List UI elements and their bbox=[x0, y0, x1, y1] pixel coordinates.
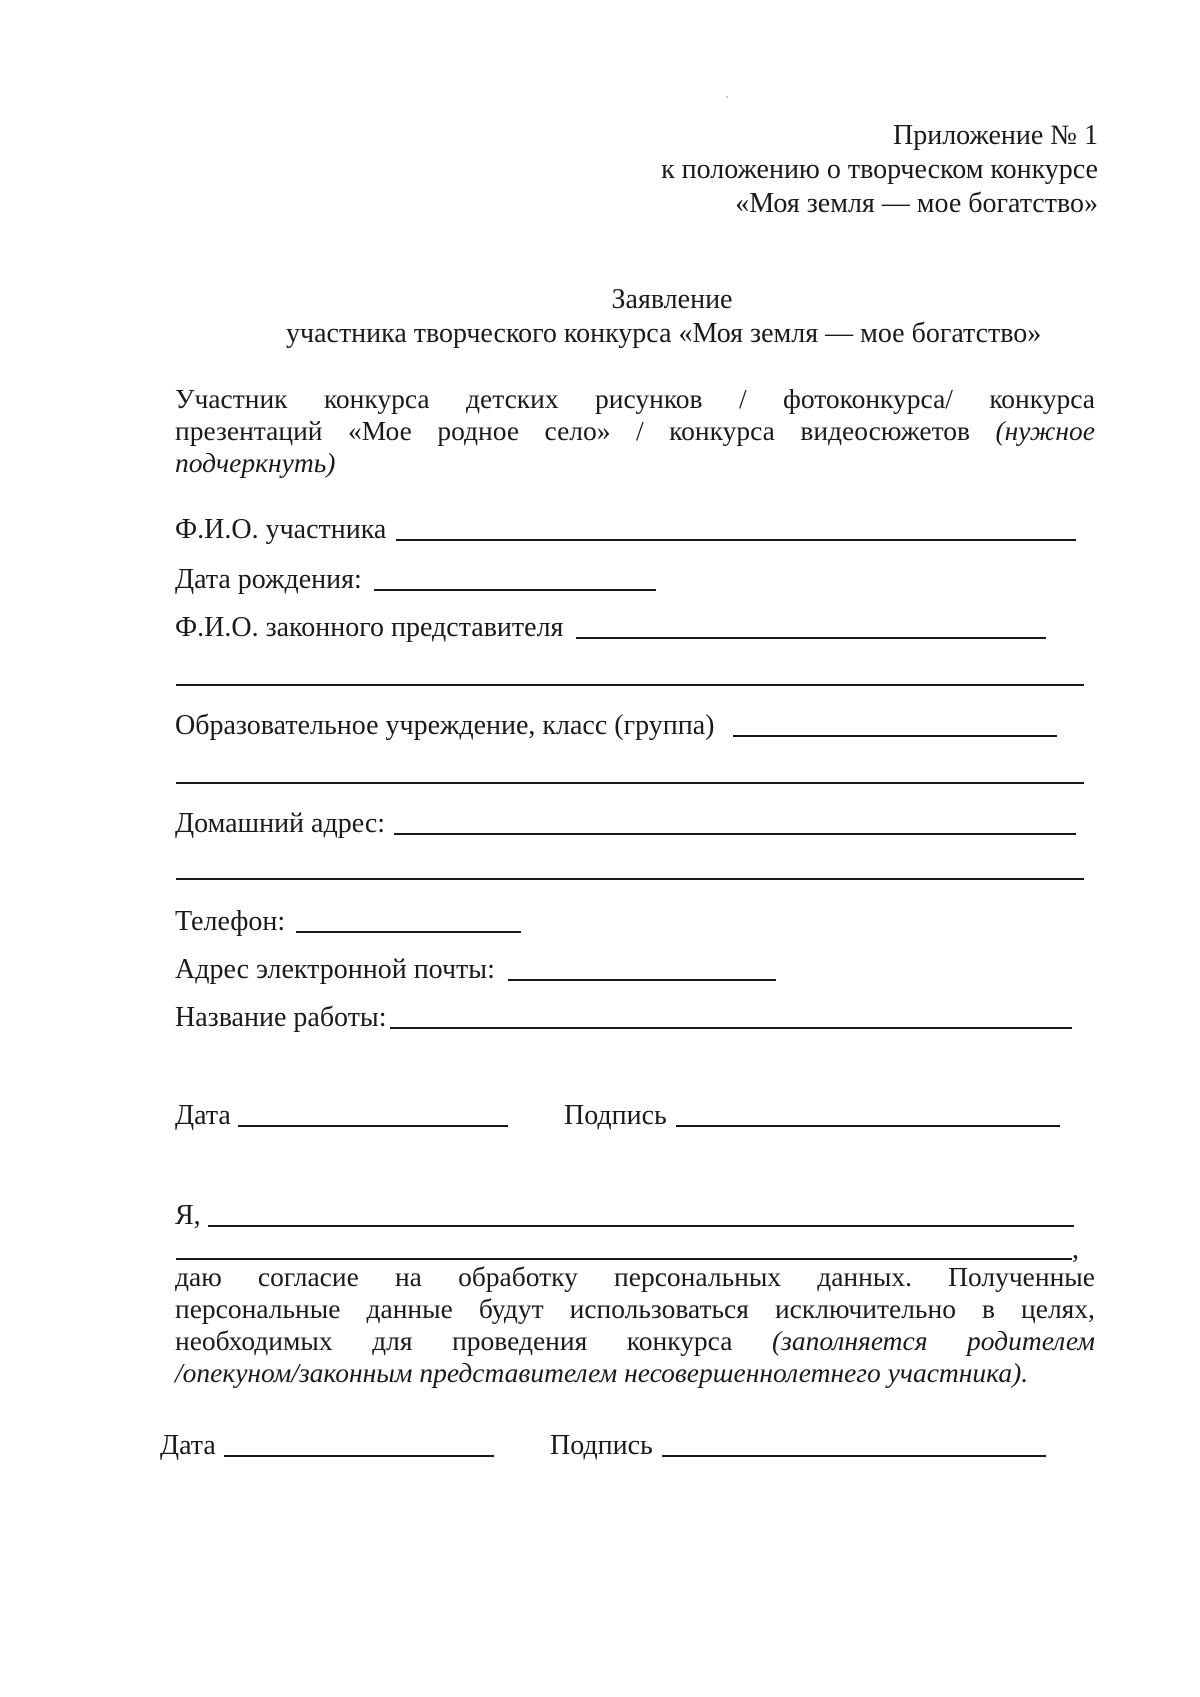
intro-word: Участник bbox=[175, 383, 288, 414]
appendix-number: Приложение № 1 bbox=[893, 120, 1098, 151]
fio-label: Ф.И.О. участника bbox=[175, 514, 387, 545]
date-label-2: Дата bbox=[160, 1430, 216, 1461]
consent-word: исключительно bbox=[774, 1293, 956, 1324]
consent-word: необходимых bbox=[175, 1325, 333, 1356]
consent-word: целях, bbox=[1021, 1293, 1095, 1324]
consent-word: для bbox=[372, 1325, 413, 1356]
consent-word: на bbox=[394, 1261, 422, 1292]
signature-blank bbox=[676, 1125, 1060, 1127]
consent-word: данные bbox=[366, 1293, 453, 1324]
signature-label: Подпись bbox=[564, 1100, 667, 1131]
consent-word: использоваться bbox=[569, 1293, 749, 1324]
appendix-reference: к положению о творческом конкурсе bbox=[661, 154, 1098, 185]
address-label: Домашний адрес: bbox=[175, 808, 386, 839]
intro-word: детских bbox=[466, 383, 559, 414]
intro-word: презентаций bbox=[175, 415, 323, 446]
institution-label: Образовательное учреждение, класс (группа) bbox=[175, 710, 715, 741]
phone-blank bbox=[296, 931, 521, 933]
intro-word: конкурса bbox=[323, 383, 430, 414]
birth-date-blank bbox=[374, 589, 656, 591]
consent-line-1 bbox=[175, 1261, 1095, 1293]
consent-word: даю bbox=[175, 1261, 222, 1292]
intro-word: фотоконкурса/ bbox=[783, 383, 953, 414]
intro-line-1 bbox=[175, 383, 1095, 415]
consent-word: обработку bbox=[458, 1261, 578, 1292]
consent-line-3 bbox=[175, 1325, 1095, 1357]
representative-blank bbox=[576, 637, 1046, 639]
intro-note: (нужное bbox=[995, 415, 1095, 446]
date-blank bbox=[238, 1125, 508, 1127]
scan-speck bbox=[726, 96, 728, 98]
consent-note-word: родителем bbox=[967, 1325, 1095, 1356]
consent-word: конкурса bbox=[626, 1325, 733, 1356]
work-title-blank bbox=[390, 1027, 1072, 1029]
date-blank-2 bbox=[224, 1455, 494, 1457]
intro-word: / bbox=[738, 383, 747, 414]
consent-word: данных. bbox=[817, 1261, 912, 1292]
document-subtitle: участника творческого конкурса «Моя земля — мое богатство» bbox=[286, 318, 1042, 349]
consent-note-word: (заполняется bbox=[771, 1325, 928, 1356]
intro-word: родное bbox=[437, 415, 520, 446]
consent-word: будут bbox=[478, 1293, 544, 1324]
intro-word: / bbox=[636, 415, 644, 446]
intro-line-2 bbox=[175, 415, 1095, 447]
consent-name-blank-2 bbox=[176, 1258, 1072, 1260]
email-blank bbox=[508, 979, 776, 981]
consent-word: в bbox=[981, 1293, 995, 1324]
intro-word: село» bbox=[544, 415, 611, 446]
email-label: Адрес электронной почты: bbox=[175, 954, 495, 985]
representative-blank-2 bbox=[176, 684, 1084, 686]
intro-word: конкурса bbox=[989, 383, 1095, 414]
birth-date-label: Дата рождения: bbox=[175, 564, 362, 595]
work-title-label: Название работы: bbox=[175, 1002, 387, 1033]
consent-word: Полученные bbox=[948, 1261, 1095, 1292]
intro-word: «Мое bbox=[348, 415, 412, 446]
consent-word: персональных bbox=[614, 1261, 782, 1292]
intro-word: конкурса bbox=[669, 415, 775, 446]
consent-word: персональные bbox=[175, 1293, 341, 1324]
consent-note-continued: /опекуном/законным представителем несовершеннолетнего участника). bbox=[175, 1357, 1029, 1388]
contest-name: «Моя земля — мое богатство» bbox=[735, 188, 1098, 219]
phone-label: Телефон: bbox=[175, 906, 286, 937]
institution-blank bbox=[733, 735, 1057, 737]
address-blank bbox=[394, 833, 1076, 835]
date-label: Дата bbox=[175, 1100, 231, 1131]
consent-line-2 bbox=[175, 1293, 1095, 1325]
consent-ya: Я, bbox=[175, 1200, 201, 1231]
consent-word: согласие bbox=[257, 1261, 359, 1292]
institution-blank-2 bbox=[176, 782, 1084, 784]
address-blank-2 bbox=[176, 878, 1084, 880]
document-title: Заявление bbox=[611, 284, 733, 315]
representative-label: Ф.И.О. законного представителя bbox=[175, 612, 564, 643]
fio-blank bbox=[396, 539, 1076, 541]
consent-name-blank bbox=[208, 1225, 1074, 1227]
intro-note-continued: подчеркнуть) bbox=[175, 447, 336, 478]
consent-comma: , bbox=[1072, 1234, 1079, 1265]
signature-blank-2 bbox=[662, 1455, 1046, 1457]
signature-label-2: Подпись bbox=[550, 1430, 653, 1461]
intro-word: рисунков bbox=[595, 383, 703, 414]
intro-word: видеосюжетов bbox=[800, 415, 970, 446]
consent-word: проведения bbox=[452, 1325, 588, 1356]
